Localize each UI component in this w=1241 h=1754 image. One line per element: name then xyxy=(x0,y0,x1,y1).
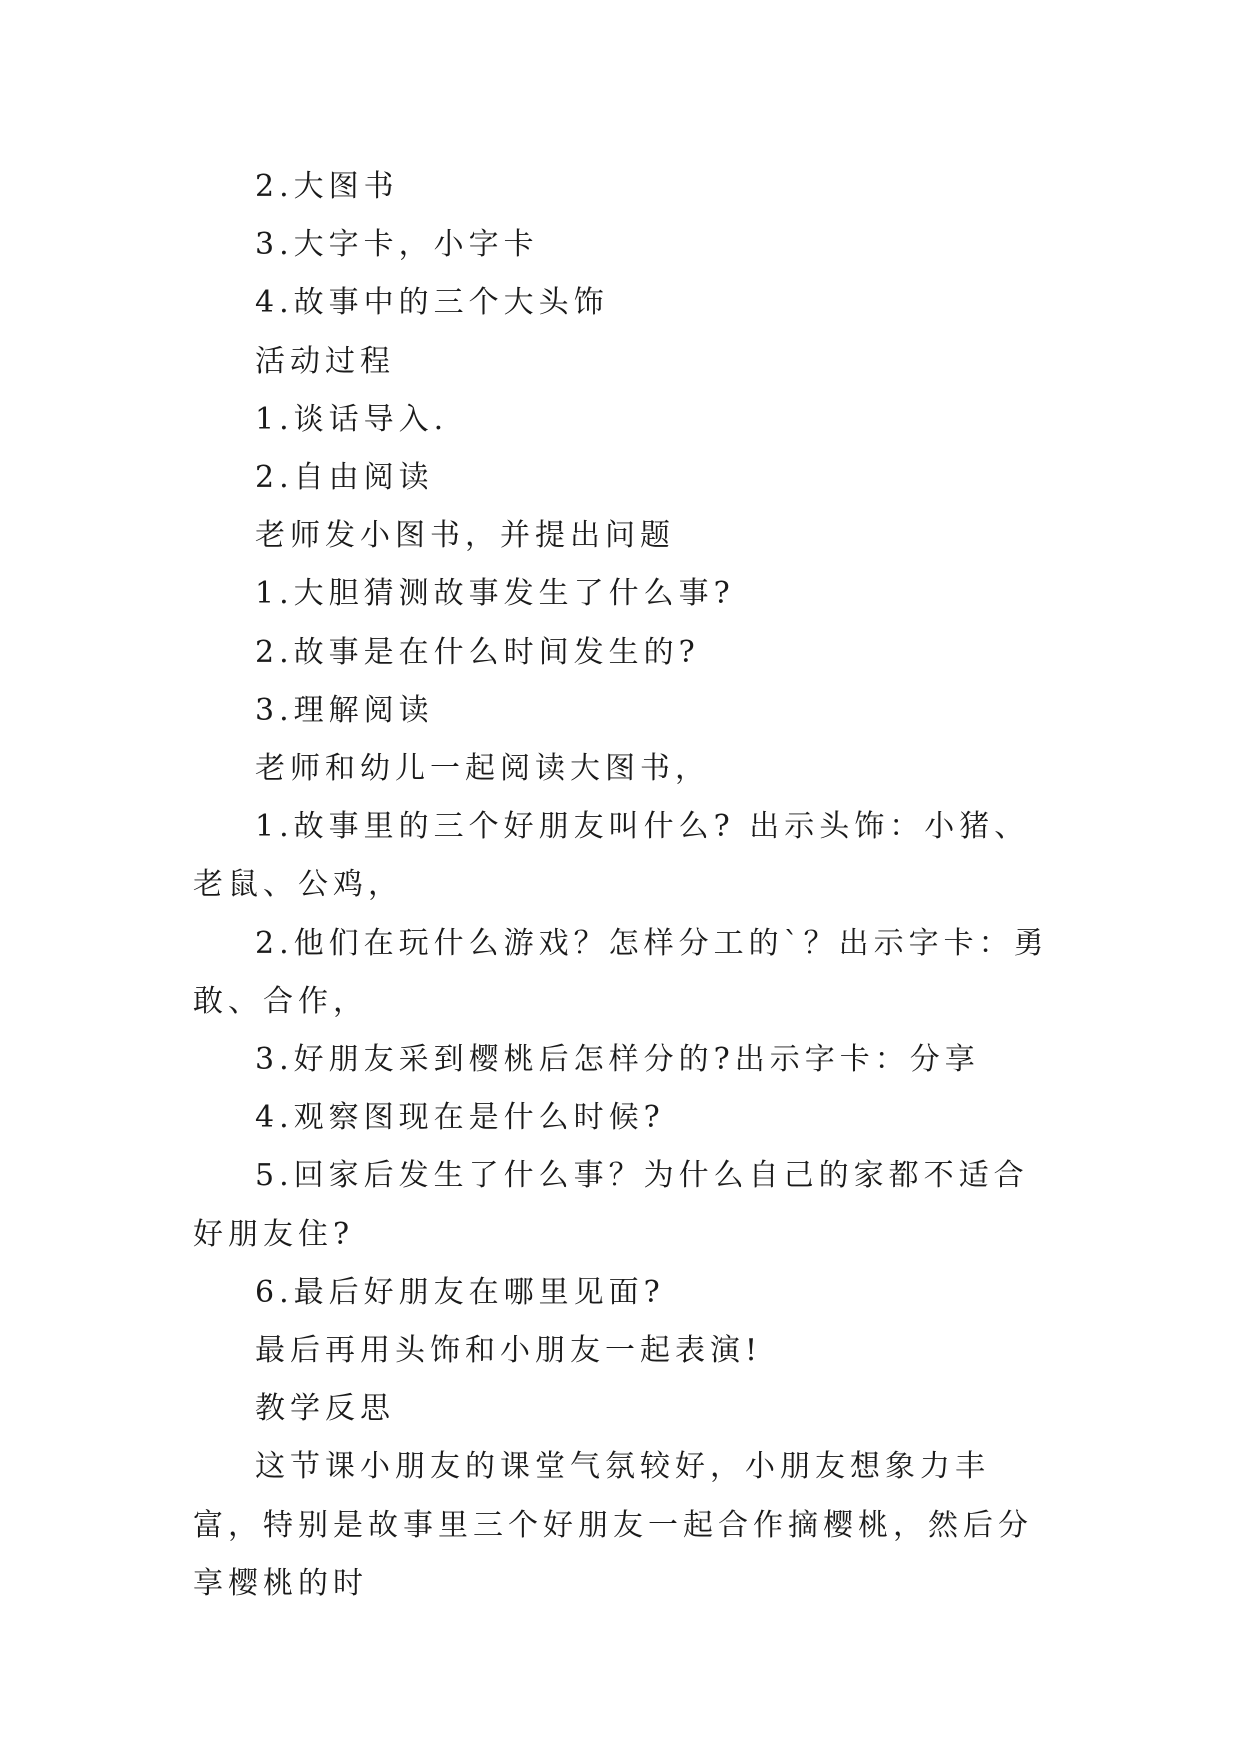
question-back-home: 5.回家后发生了什么事？为什么自己的家都不适合好朋友住? xyxy=(193,1158,1029,1252)
step-free-reading: 2.自由阅读 xyxy=(255,460,434,496)
question-observe-time: 4.观察图现在是什么时候? xyxy=(255,1100,665,1136)
step-talk-intro: 1.谈话导入. xyxy=(255,401,449,437)
question-three-friends: 1.故事里的三个好朋友叫什么? 出示头饰：小猪、老鼠、公鸡， xyxy=(193,809,1030,903)
section-heading-teaching-reflection: 教学反思 xyxy=(255,1391,395,1427)
paragraph-reflection: 这节课小朋友的课堂气氛较好，小朋友想象力丰富，特别是故事里三个好朋友一起合作摘樱桃，然后分享樱桃的时 xyxy=(193,1449,1033,1601)
document-body xyxy=(193,158,1053,1613)
paragraph-perform: 最后再用头饰和小朋友一起表演! xyxy=(255,1333,763,1369)
list-item-word-cards: 3.大字卡，小字卡 xyxy=(255,227,539,263)
paragraph-read-together: 老师和幼儿一起阅读大图书， xyxy=(255,751,710,787)
question-story-time: 2.故事是在什么时间发生的? xyxy=(255,634,700,670)
step-understanding-reading: 3.理解阅读 xyxy=(255,692,434,728)
paragraph-teacher-hands-out-books: 老师发小图书，并提出问题 xyxy=(255,518,675,554)
question-where-meet: 6.最后好朋友在哪里见面? xyxy=(255,1274,665,1310)
list-item-big-picture-book: 2.大图书 xyxy=(255,169,399,204)
question-game-roles: 2.他们在玩什么游戏？怎样分工的`？出示字卡：勇敢、合作， xyxy=(193,925,1049,1019)
section-heading-activity-process: 活动过程 xyxy=(255,343,395,379)
question-guess-story: 1.大胆猜测故事发生了什么事? xyxy=(255,576,735,612)
question-sharing-cherries: 3.好朋友采到樱桃后怎样分的?出示字卡：分享 xyxy=(255,1042,980,1078)
list-item-headdresses: 4.故事中的三个大头饰 xyxy=(255,285,609,321)
